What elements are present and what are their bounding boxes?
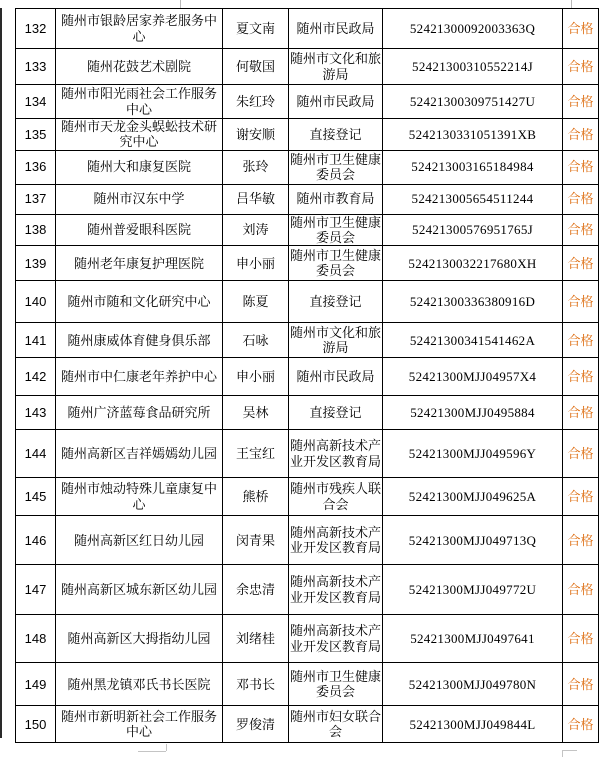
inspection-results-table — [15, 8, 599, 743]
table-row — [16, 358, 599, 396]
result-cell: 合格 — [563, 396, 599, 430]
row-number: 142 — [16, 358, 56, 396]
legal-person: 闵青果 — [223, 516, 289, 565]
result-cell: 合格 — [563, 9, 599, 49]
registration-authority: 直接登记 — [289, 281, 383, 323]
registration-authority: 直接登记 — [289, 396, 383, 430]
credit-code: 52421300310552214J — [383, 49, 563, 85]
legal-person: 谢安顺 — [223, 119, 289, 151]
row-number: 140 — [16, 281, 56, 323]
row-number: 146 — [16, 516, 56, 565]
registration-authority: 随州市文化和旅游局 — [289, 49, 383, 85]
legal-person: 邓书长 — [223, 663, 289, 706]
result-cell: 合格 — [563, 516, 599, 565]
credit-code: 52421300576951765J — [383, 214, 563, 246]
row-number: 136 — [16, 150, 56, 184]
registration-authority: 随州市妇女联合会 — [289, 706, 383, 743]
table-row — [16, 119, 599, 151]
row-number: 144 — [16, 430, 56, 478]
legal-person: 刘涛 — [223, 214, 289, 246]
legal-person: 申小丽 — [223, 358, 289, 396]
legal-person: 吴林 — [223, 396, 289, 430]
registration-authority: 随州高新技术产业开发区教育局 — [289, 565, 383, 615]
legal-person: 朱红玲 — [223, 85, 289, 119]
result-cell: 合格 — [563, 615, 599, 663]
table-row — [16, 323, 599, 358]
credit-code: 52421300MJJ049625A — [383, 478, 563, 516]
registration-authority: 随州市卫生健康委员会 — [289, 246, 383, 281]
row-number: 135 — [16, 119, 56, 151]
row-number: 134 — [16, 85, 56, 119]
org-name: 随州普爱眼科医院 — [56, 214, 223, 246]
result-cell: 合格 — [563, 323, 599, 358]
registration-authority: 随州市残疾人联合会 — [289, 478, 383, 516]
credit-code: 52421300336380916D — [383, 281, 563, 323]
credit-code: 5242130331051391XB — [383, 119, 563, 151]
crop-mark-top-right — [571, 0, 572, 8]
registration-authority: 随州高新技术产业开发区教育局 — [289, 430, 383, 478]
result-cell: 合格 — [563, 150, 599, 184]
org-name: 随州高新区吉祥嫣嫣幼儿园 — [56, 430, 223, 478]
credit-code: 52421300MJJ0495884 — [383, 396, 563, 430]
org-name: 随州大和康复医院 — [56, 150, 223, 184]
row-number: 137 — [16, 184, 56, 214]
credit-code: 52421300MJJ04957X4 — [383, 358, 563, 396]
result-cell: 合格 — [563, 214, 599, 246]
row-number: 139 — [16, 246, 56, 281]
registration-authority: 随州高新技术产业开发区教育局 — [289, 516, 383, 565]
legal-person: 余忠清 — [223, 565, 289, 615]
table-row — [16, 706, 599, 743]
org-name: 随州高新区大拇指幼儿园 — [56, 615, 223, 663]
page-edge-line — [0, 8, 2, 738]
credit-code: 52421300MJJ049713Q — [383, 516, 563, 565]
credit-code: 524213005654511244 — [383, 184, 563, 214]
table-row — [16, 478, 599, 516]
result-cell: 合格 — [563, 430, 599, 478]
credit-code: 52421300MJJ049844L — [383, 706, 563, 743]
org-name: 随州广济蓝莓食品研究所 — [56, 396, 223, 430]
table-row — [16, 150, 599, 184]
registration-authority: 随州市民政局 — [289, 358, 383, 396]
credit-code: 52421300341541462A — [383, 323, 563, 358]
row-number: 132 — [16, 9, 56, 49]
table-row — [16, 615, 599, 663]
row-number: 143 — [16, 396, 56, 430]
row-number: 133 — [16, 49, 56, 85]
legal-person: 刘绪桂 — [223, 615, 289, 663]
credit-code: 524213003165184984 — [383, 150, 563, 184]
registration-authority: 随州市卫生健康委员会 — [289, 663, 383, 706]
result-cell: 合格 — [563, 478, 599, 516]
table-row — [16, 281, 599, 323]
org-name: 随州老年康复护理医院 — [56, 246, 223, 281]
credit-code: 5242130032217680XH — [383, 246, 563, 281]
result-cell: 合格 — [563, 184, 599, 214]
result-cell: 合格 — [563, 119, 599, 151]
org-name: 随州高新区红日幼儿园 — [56, 516, 223, 565]
table-body — [16, 9, 599, 743]
table-row — [16, 85, 599, 119]
org-name: 随州市新明新社会工作服务中心 — [56, 706, 223, 743]
registration-authority: 随州市文化和旅游局 — [289, 323, 383, 358]
table-row — [16, 49, 599, 85]
table-row — [16, 246, 599, 281]
crop-mark-bottom-left — [138, 744, 168, 758]
org-name: 随州市中仁康老年养护中心 — [56, 358, 223, 396]
registration-authority: 随州市卫生健康委员会 — [289, 214, 381, 245]
credit-code: 52421300MJJ049780N — [383, 663, 563, 706]
result-cell: 合格 — [563, 706, 599, 743]
org-name: 随州市烛动特殊儿童康复中心 — [56, 478, 223, 516]
table-row — [16, 396, 599, 430]
registration-authority: 随州高新技术产业开发区教育局 — [289, 615, 383, 663]
result-cell: 合格 — [563, 85, 599, 119]
result-cell: 合格 — [563, 246, 599, 281]
legal-person: 申小丽 — [223, 246, 289, 281]
legal-person: 罗俊清 — [223, 706, 289, 743]
result-cell: 合格 — [563, 663, 599, 706]
legal-person: 石咏 — [223, 323, 289, 358]
row-number: 148 — [16, 615, 56, 663]
crop-mark-bottom-right — [562, 750, 580, 758]
registration-authority: 随州市民政局 — [289, 9, 383, 49]
result-cell: 合格 — [563, 565, 599, 615]
registration-authority: 随州市卫生健康委员会 — [289, 151, 381, 183]
crop-mark-top-left — [180, 0, 181, 8]
org-name: 随州市汉东中学 — [56, 184, 223, 214]
table-row — [16, 9, 599, 49]
org-name: 随州市天龙金头蜈蚣技术研究中心 — [56, 119, 223, 151]
table-row — [16, 430, 599, 478]
legal-person: 何敬国 — [223, 49, 289, 85]
legal-person: 张玲 — [223, 150, 289, 184]
legal-person: 吕华敏 — [223, 184, 289, 214]
row-number: 149 — [16, 663, 56, 706]
row-number: 138 — [16, 214, 56, 246]
table-row — [16, 184, 599, 214]
row-number: 150 — [16, 706, 56, 743]
registration-authority: 直接登记 — [289, 119, 383, 151]
result-cell: 合格 — [563, 49, 599, 85]
row-number: 147 — [16, 565, 56, 615]
org-name: 随州黑龙镇邓氏书长医院 — [56, 663, 223, 706]
row-number: 141 — [16, 323, 56, 358]
result-cell: 合格 — [563, 281, 599, 323]
org-name: 随州花鼓艺术剧院 — [56, 49, 223, 85]
credit-code: 52421300MJJ049772U — [383, 565, 563, 615]
table-row — [16, 663, 599, 706]
table-row — [16, 516, 599, 565]
legal-person: 王宝红 — [223, 430, 289, 478]
registration-authority: 随州市民政局 — [289, 85, 383, 119]
result-cell: 合格 — [563, 358, 599, 396]
credit-code: 52421300309751427U — [383, 85, 563, 119]
table-row — [16, 214, 599, 246]
org-name: 随州市随和文化研究中心 — [56, 281, 223, 323]
row-number: 145 — [16, 478, 56, 516]
legal-person: 夏文南 — [223, 9, 289, 49]
legal-person: 熊桥 — [223, 478, 289, 516]
credit-code: 52421300MJJ049596Y — [383, 430, 563, 478]
org-name: 随州康威体育健身俱乐部 — [56, 323, 223, 358]
org-name: 随州市阳光雨社会工作服务中心 — [56, 85, 223, 119]
table-row — [16, 565, 599, 615]
credit-code: 52421300MJJ0497641 — [383, 615, 563, 663]
org-name: 随州高新区城东新区幼儿园 — [56, 565, 223, 615]
org-name: 随州市银龄居家养老服务中心 — [56, 9, 223, 49]
legal-person: 陈夏 — [223, 281, 289, 323]
registration-authority: 随州市教育局 — [289, 184, 383, 214]
credit-code: 52421300092003363Q — [383, 9, 563, 49]
